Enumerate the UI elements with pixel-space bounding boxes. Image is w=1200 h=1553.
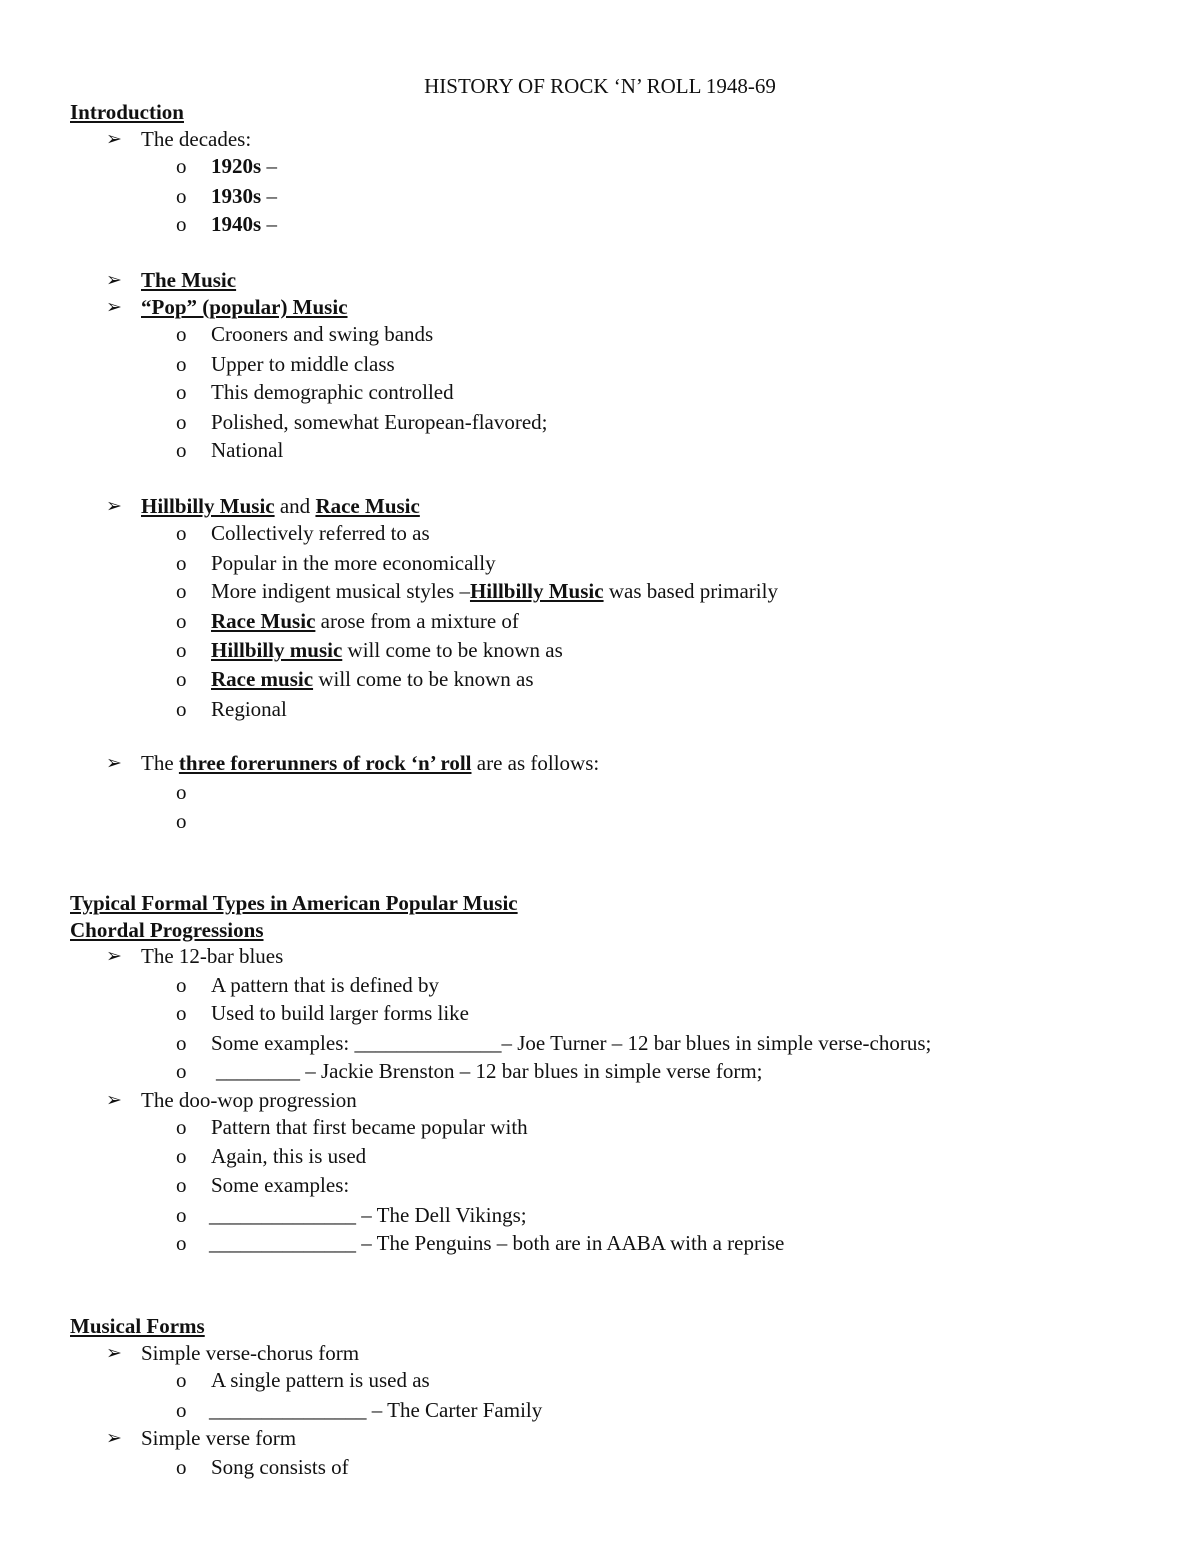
circle-bullet-icon: o [176, 380, 187, 404]
circle-bullet-icon: o [176, 1001, 187, 1025]
decade-item: 1940s – [211, 212, 277, 236]
section-heading-musical-forms: Musical Forms [70, 1314, 205, 1338]
list-item [0, 1230, 1200, 1256]
list-item [0, 943, 1200, 969]
circle-bullet-icon: o [176, 410, 187, 434]
verse-chorus-label: Simple verse-chorus form [141, 1341, 360, 1365]
circle-bullet-icon: o [176, 667, 187, 691]
list-item [0, 1367, 1200, 1393]
circle-bullet-icon: o [176, 1203, 187, 1227]
list-item [0, 1000, 1200, 1026]
list-item [0, 183, 1200, 209]
list-item [0, 1030, 1200, 1056]
circle-bullet-icon: o [176, 638, 187, 662]
list-item [0, 1202, 1200, 1228]
blues-example: ________ – Jackie Brenston – 12 bar blues in simple verse form; [216, 1059, 763, 1083]
circle-bullet-icon: o [176, 184, 187, 208]
list-item [0, 294, 1200, 320]
list-item [0, 409, 1200, 435]
circle-bullet-icon: o [176, 438, 187, 462]
verse-chorus-example: _______________ – The Carter Family [209, 1398, 543, 1422]
list-item [0, 1397, 1200, 1423]
arrow-bullet-icon: ➢ [106, 1342, 122, 1364]
hillbilly-item: More indigent musical styles –Hillbilly Music was based primarily [211, 579, 778, 603]
fill-in-blank: ______________ [354, 1031, 502, 1055]
fill-in-blank: ________ [216, 1059, 300, 1083]
pop-item: National [211, 438, 284, 462]
verse-form-item: Song consists of [211, 1455, 349, 1479]
forerunners-line: The three forerunners of rock ‘n’ roll are as follows: [141, 751, 600, 775]
list-item [0, 437, 1200, 463]
list-item [0, 808, 1200, 834]
list-item [0, 666, 1200, 692]
list-item [0, 1058, 1200, 1084]
verse-form-label: Simple verse form [141, 1426, 297, 1450]
list-item [0, 578, 1200, 604]
arrow-bullet-icon: ➢ [106, 269, 122, 291]
arrow-bullet-icon: ➢ [106, 296, 122, 318]
page-title: HISTORY OF ROCK ‘N’ ROLL 1948-69 [424, 74, 776, 98]
list-item [0, 972, 1200, 998]
circle-bullet-icon: o [176, 1173, 187, 1197]
list-item [0, 608, 1200, 634]
doowop-label: The doo-wop progression [141, 1088, 357, 1112]
circle-bullet-icon: o [176, 521, 187, 545]
circle-bullet-icon: o [176, 579, 187, 603]
blues-example: Some examples: ______________– Joe Turner – 12 bar blues in simple verse-chorus; [211, 1031, 932, 1055]
pop-music-heading: “Pop” (popular) Music [141, 295, 348, 319]
list-item [0, 1172, 1200, 1198]
list-item [0, 1425, 1200, 1451]
list-item [0, 637, 1200, 663]
pop-item: This demographic controlled [211, 380, 454, 404]
arrow-bullet-icon: ➢ [106, 1427, 122, 1449]
circle-bullet-icon: o [176, 1031, 187, 1055]
list-item [0, 1454, 1200, 1480]
section-heading-formal-types: Typical Formal Types in American Popular Music [70, 891, 518, 915]
circle-bullet-icon: o [176, 1231, 187, 1255]
circle-bullet-icon: o [176, 1398, 187, 1422]
arrow-bullet-icon: ➢ [106, 752, 122, 774]
fill-in-blank: ______________ [209, 1203, 356, 1227]
circle-bullet-icon: o [176, 154, 187, 178]
hillbilly-item: Race music will come to be known as [211, 667, 534, 691]
list-item [0, 267, 1200, 293]
decades-label: The decades: [141, 127, 252, 151]
doowop-item: Some examples: [211, 1173, 350, 1197]
blues-item: A pattern that is defined by [211, 973, 440, 997]
list-item [0, 211, 1200, 237]
hillbilly-item: Hillbilly music will come to be known as [211, 638, 563, 662]
list-item [0, 126, 1200, 152]
blues-label: The 12-bar blues [141, 944, 284, 968]
circle-bullet-icon: o [176, 697, 187, 721]
pop-item: Crooners and swing bands [211, 322, 434, 346]
circle-bullet-icon: o [176, 609, 187, 633]
circle-bullet-icon: o [176, 1144, 187, 1168]
doowop-item: Pattern that first became popular with [211, 1115, 528, 1139]
circle-bullet-icon: o [176, 1115, 187, 1139]
section-heading-chordal: Chordal Progressions [70, 918, 264, 942]
circle-bullet-icon: o [176, 322, 187, 346]
list-item [0, 750, 1200, 776]
fill-in-blank: _______________ [209, 1398, 367, 1422]
decade-item: 1930s – [211, 184, 277, 208]
verse-chorus-item: A single pattern is used as [211, 1368, 430, 1392]
circle-bullet-icon: o [176, 780, 187, 804]
list-item [0, 351, 1200, 377]
arrow-bullet-icon: ➢ [106, 945, 122, 967]
decade-item: 1920s – [211, 154, 277, 178]
circle-bullet-icon: o [176, 1059, 187, 1083]
circle-bullet-icon: o [176, 551, 187, 575]
doowop-example: ______________ – The Dell Vikings; [209, 1203, 527, 1227]
list-item [0, 1114, 1200, 1140]
list-item [0, 379, 1200, 405]
hillbilly-item: Collectively referred to as [211, 521, 430, 545]
list-item [0, 1087, 1200, 1113]
circle-bullet-icon: o [176, 352, 187, 376]
arrow-bullet-icon: ➢ [106, 128, 122, 150]
arrow-bullet-icon: ➢ [106, 1089, 122, 1111]
hillbilly-item: Race Music arose from a mixture of [211, 609, 519, 633]
circle-bullet-icon: o [176, 1368, 187, 1392]
list-item [0, 1340, 1200, 1366]
circle-bullet-icon: o [176, 1455, 187, 1479]
pop-item: Polished, somewhat European-flavored; [211, 410, 548, 434]
pop-item: Upper to middle class [211, 352, 395, 376]
circle-bullet-icon: o [176, 809, 187, 833]
section-heading-introduction: Introduction [70, 100, 184, 124]
doowop-example: ______________ – The Penguins – both are in AABA with a reprise [209, 1231, 785, 1255]
circle-bullet-icon: o [176, 212, 187, 236]
music-heading: The Music [141, 268, 237, 292]
fill-in-blank: ______________ [209, 1231, 356, 1255]
hillbilly-item: Popular in the more economically [211, 551, 496, 575]
doowop-item: Again, this is used [211, 1144, 367, 1168]
blues-item: Used to build larger forms like [211, 1001, 469, 1025]
list-item [0, 696, 1200, 722]
list-item [0, 550, 1200, 576]
circle-bullet-icon: o [176, 973, 187, 997]
list-item [0, 779, 1200, 805]
hillbilly-race-heading: Hillbilly Music and Race Music [141, 494, 420, 518]
list-item [0, 153, 1200, 179]
list-item [0, 321, 1200, 347]
list-item [0, 520, 1200, 546]
list-item [0, 1143, 1200, 1169]
arrow-bullet-icon: ➢ [106, 495, 122, 517]
list-item [0, 493, 1200, 519]
hillbilly-item: Regional [211, 697, 287, 721]
